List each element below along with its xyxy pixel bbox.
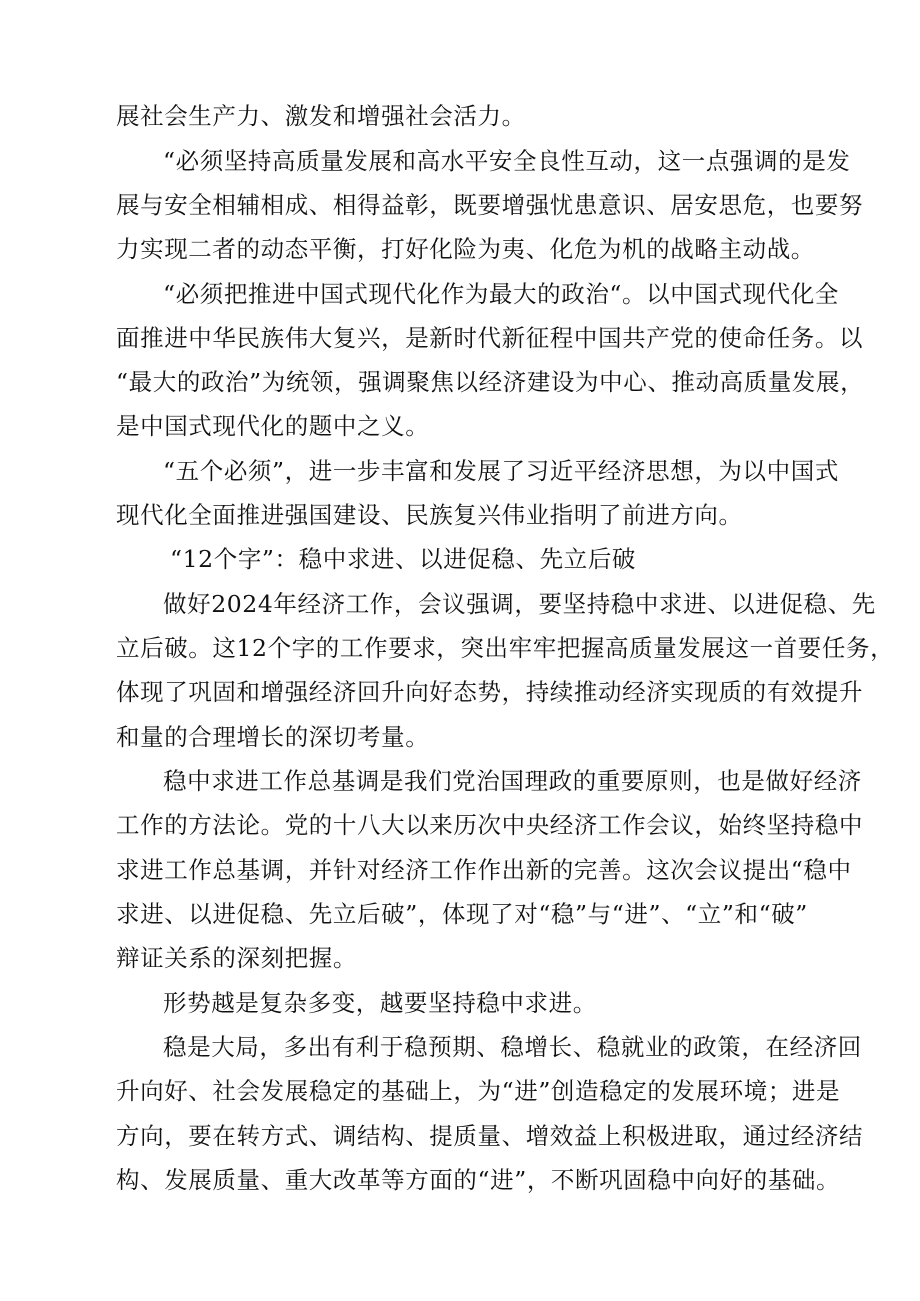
- text-line: 求进工作总基调，并针对经济工作作出新的完善。这次会议提出“稳中: [116, 856, 852, 884]
- text-line: 求进、以进促稳、先立后破”，体现了对“稳”与“进”、“立”和“破”: [116, 900, 808, 928]
- text-line: 是中国式现代化的题中之义。: [116, 412, 430, 440]
- section-subheading: “12个字”：稳中求进、以进促稳、先立后破: [170, 545, 637, 573]
- text-line: 力实现二者的动态平衡，打好化险为夷、化危为机的战略主动战。: [116, 235, 815, 263]
- text-line: “必须坚持高质量发展和高水平安全良性互动，这一点强调的是发: [163, 147, 851, 175]
- text-line: 现代化全面推进强国建设、民族复兴伟业指明了前进方向。: [116, 501, 743, 529]
- text-line: 展与安全相辅相成、相得益彰，既要增强忧患意识、居安思危，也要努: [116, 191, 864, 219]
- text-line: 辩证关系的深刻把握。: [116, 944, 357, 972]
- text-line: 和量的合理增长的深切考量。: [116, 723, 430, 751]
- text-line: 稳中求进工作总基调是我们党治国理政的重要原则，也是做好经济: [163, 767, 862, 795]
- text-line: 立后破。这12个字的工作要求，突出牢牢把握高质量发展这一首要任务，: [116, 634, 895, 662]
- text-line: 方向，要在转方式、调结构、提质量、增效益上积极进取，通过经济结: [116, 1122, 864, 1150]
- text-line: 形势越是复杂多变，越要坚持稳中求进。: [163, 989, 597, 1017]
- text-line: 稳是大局，多出有利于稳预期、稳增长、稳就业的政策，在经济回: [163, 1033, 862, 1061]
- text-line: 升向好、社会发展稳定的基础上，为“进”创造稳定的发展环境；进是: [116, 1077, 841, 1105]
- text-line: 构、发展质量、重大改革等方面的“进”，不断巩固稳中向好的基础。: [116, 1166, 841, 1194]
- text-line: “最大的政治”为统领，强调聚焦以经济建设为中心、推动高质量发展，: [116, 368, 865, 396]
- text-line: “五个必须”，进一步丰富和发展了习近平经济思想，为以中国式: [163, 457, 839, 485]
- text-line: 做好2024年经济工作，会议强调，要坚持稳中求进、以进促稳、先: [163, 590, 876, 618]
- text-line: “必须把推进中国式现代化作为最大的政治“。以中国式现代化全: [163, 280, 839, 308]
- text-line: 面推进中华民族伟大复兴，是新时代新征程中国共产党的使命任务。以: [116, 324, 864, 352]
- text-line: 展社会生产力、激发和增强社会活力。: [116, 102, 526, 130]
- text-line: 体现了巩固和增强经济回升向好态势，持续推动经济实现质的有效提升: [116, 678, 864, 706]
- text-line: 工作的方法论。党的十八大以来历次中央经济工作会议，始终坚持稳中: [116, 811, 864, 839]
